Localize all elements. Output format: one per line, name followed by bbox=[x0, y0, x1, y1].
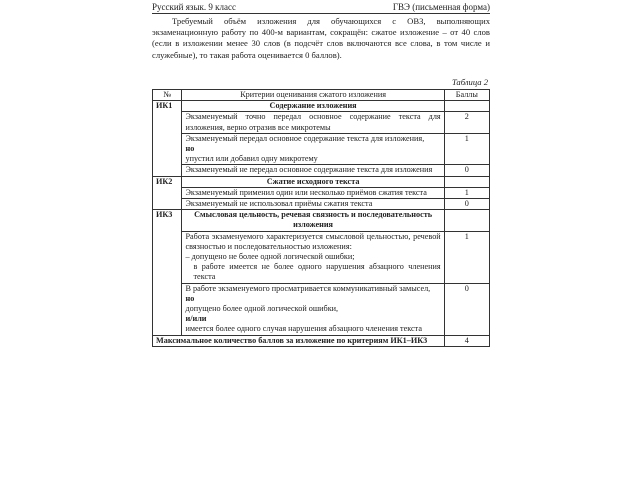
ik2-title: Сжатие исходного текста bbox=[182, 176, 444, 187]
criteria-table bbox=[152, 89, 490, 347]
ik3-title: Смысловая цельность, речевая связность и последовательность изложения bbox=[182, 210, 444, 231]
ik1-row1-text: Экзаменуемый точно передал основное содержание текста для изложения, верно отразив все микротемы bbox=[182, 112, 444, 133]
table-header-row bbox=[153, 90, 490, 101]
ik3-row1-cell bbox=[182, 231, 444, 283]
total-row bbox=[153, 335, 490, 346]
ik1-row1-points: 2 bbox=[444, 112, 489, 133]
table-row bbox=[153, 231, 490, 283]
table-row bbox=[153, 165, 490, 176]
table-row bbox=[153, 199, 490, 210]
ik1-row2-cell bbox=[182, 133, 444, 165]
ik3-row1-points: 1 bbox=[444, 231, 489, 283]
ik1-row3-points: 0 bbox=[444, 165, 489, 176]
header-divider bbox=[152, 13, 490, 14]
table-row bbox=[153, 187, 490, 198]
ik1-row2-text: Экзаменуемый передал основное содержание текста для изложения, bbox=[185, 133, 425, 143]
ik1-row2-points: 1 bbox=[444, 133, 489, 165]
ik3-row2-cell bbox=[182, 283, 444, 335]
header-subject: Русский язык. 9 класс bbox=[152, 2, 236, 12]
total-label: Максимальное количество баллов за изложение по критериям ИК1–ИК3 bbox=[153, 335, 445, 346]
ik3-row1-item2: в работе имеется не более одного нарушения абзацного членения текста bbox=[193, 262, 441, 282]
table-row bbox=[153, 133, 490, 165]
ik1-row2-but: но bbox=[185, 144, 195, 154]
ik1-code: ИК1 bbox=[153, 101, 182, 176]
header-criteria: Критерии оценивания сжатого изложения bbox=[182, 90, 444, 101]
ik3-row2-points: 0 bbox=[444, 283, 489, 335]
table-caption: Таблица 2 bbox=[451, 77, 488, 87]
ik3-row1-item1: – допущено не более одной логической ошибки; bbox=[185, 252, 355, 262]
ik1-row2-text-b: упустил или добавил одну микротему bbox=[185, 154, 318, 164]
header-exam-form: ГВЭ (письменная форма) bbox=[392, 2, 490, 12]
table-row bbox=[153, 112, 490, 133]
intro-paragraph: Требуемый объём изложения для обучающихся с ОВЗ, выполняющих экзаменационную работу по 400-м вариантам, сокращён: сжатое изложение – от 40 слов (если в изложении менее 30 слов (в подсчёт слов включаются все слова, в том числе и служебные), то такая работа оценивается 0 баллов). bbox=[152, 16, 490, 60]
page-header bbox=[152, 2, 490, 12]
table-row bbox=[153, 283, 490, 335]
ik3-row1-text: Работа экзаменуемого характеризуется смысловой цельностью, речевой связностью и последовательностью изложения: bbox=[185, 231, 441, 251]
ik2-row2-text: Экзаменуемый не использовал приёмы сжатия текста bbox=[182, 199, 444, 210]
ik3-row2-text: В работе экзаменуемого просматривается коммуникативный замысел, bbox=[185, 283, 431, 293]
ik3-title-row bbox=[153, 210, 490, 231]
total-points: 4 bbox=[444, 335, 489, 346]
ik2-row1-text: Экзаменуемый применил один или несколько приёмов сжатия текста bbox=[182, 187, 444, 198]
ik3-row2-but: но bbox=[185, 293, 195, 303]
ik2-code: ИК2 bbox=[153, 176, 182, 210]
ik3-title-points bbox=[444, 210, 489, 231]
ik3-row2-andor: и/или bbox=[185, 314, 207, 324]
ik1-title-row bbox=[153, 101, 490, 112]
ik1-title: Содержание изложения bbox=[182, 101, 444, 112]
header-number: № bbox=[153, 90, 182, 101]
ik1-row3-text: Экзаменуемый не передал основное содержание текста для изложения bbox=[182, 165, 444, 176]
ik2-row1-points: 1 bbox=[444, 187, 489, 198]
ik2-row2-points: 0 bbox=[444, 199, 489, 210]
header-points: Баллы bbox=[444, 90, 489, 101]
ik3-row2-item2: имеется более одного случая нарушения абзацного членения текста bbox=[185, 324, 422, 334]
ik3-row2-item1: допущено более одной логической ошибки, bbox=[185, 304, 339, 314]
ik3-code: ИК3 bbox=[153, 210, 182, 335]
ik2-title-points bbox=[444, 176, 489, 187]
ik2-title-row bbox=[153, 176, 490, 187]
ik1-title-points bbox=[444, 101, 489, 112]
